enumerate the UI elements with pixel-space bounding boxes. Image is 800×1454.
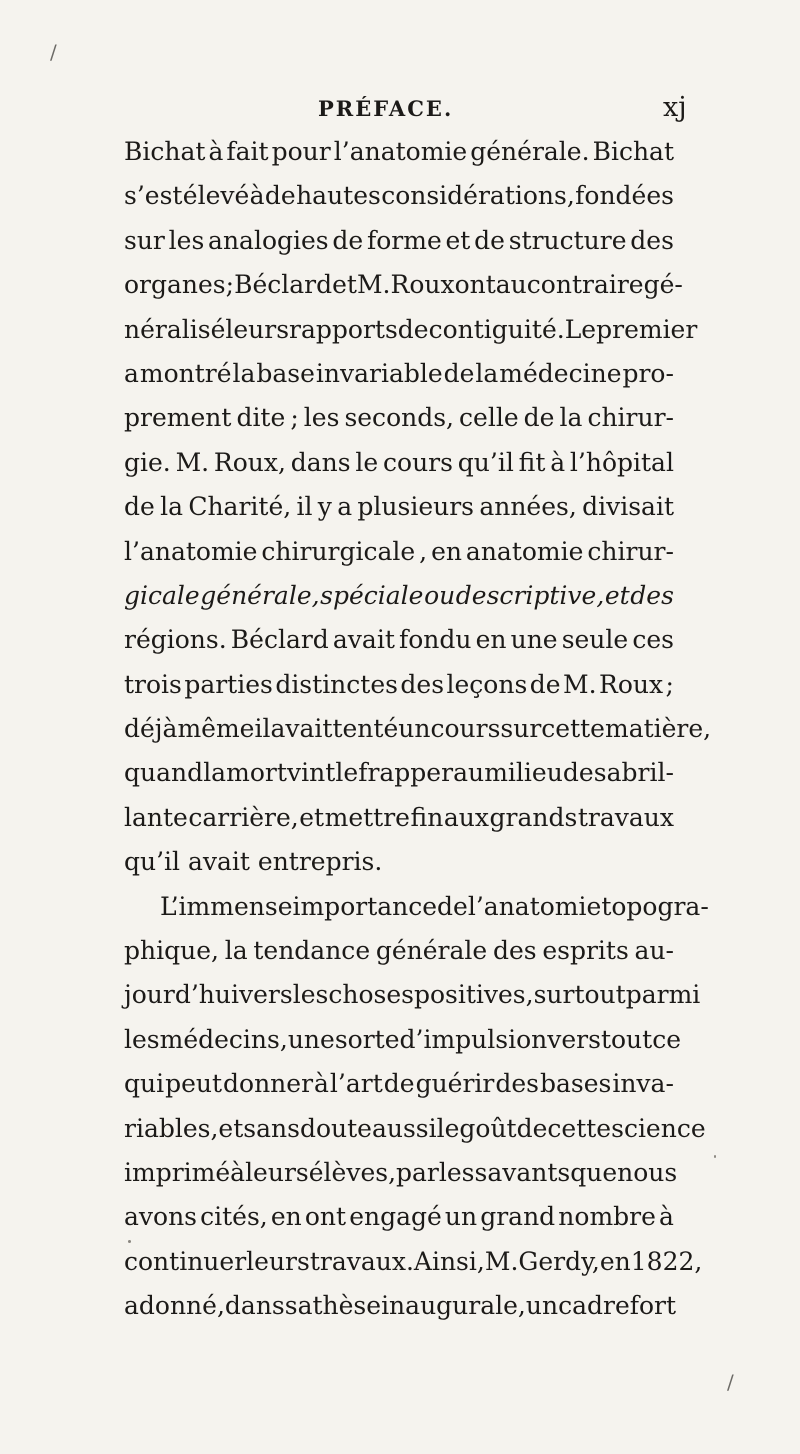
page-number: xj [663, 92, 687, 123]
text-line: organes ; Béclard et M. Roux ont au contraire gé- [124, 270, 683, 300]
paper-speck [128, 1240, 131, 1243]
text-line: gie. M. Roux, dans le cours qu’il fit à l’hôpital [124, 447, 674, 477]
margin-mark-bottom-right: / [727, 1370, 734, 1394]
text-line: quand la mort vint le frapper au milieu de sa bril- [124, 758, 674, 788]
paper-speck [714, 1155, 716, 1158]
text-line: avons cités, en ont engagé un grand nombre à [124, 1202, 674, 1232]
body-text [124, 130, 712, 1329]
text-line: déjà même il avait tenté un cours sur cette matière, [124, 714, 712, 744]
text-line: gicale générale, spéciale ou descriptive, et des [124, 580, 674, 610]
text-line: L’immense importance de l’anatomie topogra- [160, 891, 709, 921]
text-line: riables, et sans doute aussi le goût de cette science [124, 1113, 706, 1143]
text-line: néralisé leurs rapports de contiguité. Le premier [124, 314, 698, 344]
text-line: qui peut donner à l’art de guérir des bases inva- [124, 1069, 674, 1099]
text-line: régions. Béclard avait fondu en une seule ces [124, 625, 674, 655]
text-line: phique, la tendance générale des esprits au- [124, 936, 674, 966]
text-line: continuer leurs travaux. Ainsi, M. Gerdy, en 1822, [124, 1246, 703, 1276]
text-line: a donné, dans sa thèse inaugurale, un cadre fort [124, 1291, 677, 1321]
text-line: Bichat à fait pour l’anatomie générale. Bichat [124, 137, 674, 166]
text-line: l’anatomie chirurgicale , en anatomie chirur- [124, 536, 674, 566]
running-title: PRÉFACE. [318, 96, 454, 121]
text-line: de la Charité, il y a plusieurs années, divisait [124, 492, 674, 522]
text-line: jourd’hui vers les choses positives , surtout parmi [124, 980, 701, 1010]
text-line: sur les analogies de forme et de structure des [124, 225, 674, 255]
text-line: a montré la base invariable de la médecine pro- [124, 358, 674, 388]
text-line: qu’il avait entrepris. [124, 847, 383, 877]
text-line: les médecins, une sorte d’impulsion vers tout ce [124, 1024, 681, 1054]
text-line: s’est élevé à de hautes considérations, fondées [124, 181, 674, 211]
text-line: trois parties distinctes des leçons de M. Roux ; [124, 669, 674, 699]
text-line: lante carrière, et mettre fin aux grands travaux [124, 802, 674, 832]
text-line: prement dite ; les seconds, celle de la chirur- [124, 403, 674, 433]
margin-mark-top-left: / [50, 40, 57, 64]
page-header [0, 92, 800, 132]
text-line: imprimé à leurs élèves, par les savants que nous [124, 1157, 678, 1187]
